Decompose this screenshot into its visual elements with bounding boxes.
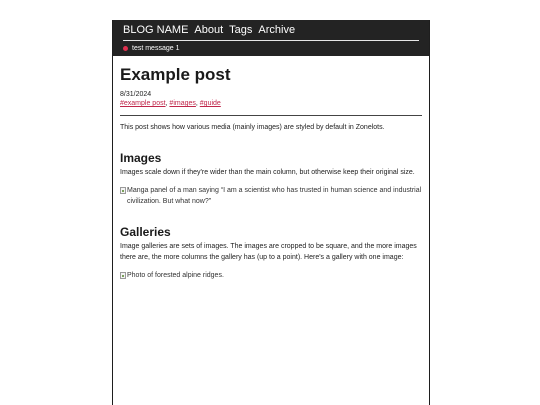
image-alt-text: Manga panel of a man saying “I am a scientist who has trusted in human science and industrial civilization. But what now?” [127, 187, 422, 205]
section-images [120, 151, 422, 207]
section-heading-images: Images [120, 151, 162, 165]
section-body-galleries: Image galleries are sets of images. The images are cropped to be square, and the more images there are, the more columns the gallery has (up to a point). Here's a gallery with one image: [120, 243, 417, 261]
message-bar [123, 41, 419, 56]
intro-paragraph: This post shows how various media (mainly images) are styled by default in Zonelots. [120, 124, 385, 131]
post-date: 8/31/2024 [120, 91, 152, 98]
divider [120, 115, 422, 116]
blog-name-link[interactable]: BLOG NAME [123, 24, 189, 36]
broken-image-alpine-photo [120, 270, 422, 281]
post-title: Example post [120, 65, 231, 84]
section-body-images: Images scale down if they're wider than the main column, but otherwise keep their original size. [120, 169, 415, 176]
broken-image-manga-panel [120, 185, 422, 207]
tag-link-images[interactable]: #images [169, 100, 196, 107]
tag-link-guide[interactable]: #guide [199, 100, 221, 107]
message-text: test message 1 [132, 44, 180, 52]
tag-separator: , [195, 100, 200, 107]
post-content [113, 65, 429, 281]
site-header [113, 20, 429, 56]
tag-link-example-post[interactable]: #example post [120, 100, 166, 107]
tag-separator: , [165, 100, 170, 107]
post-tags [120, 99, 422, 109]
section-heading-galleries: Galleries [120, 225, 171, 239]
nav-link-archive[interactable]: Archive [258, 24, 296, 36]
nav-link-about[interactable]: About [194, 24, 224, 36]
broken-image-icon [120, 272, 126, 279]
nav-link-tags[interactable]: Tags [229, 24, 253, 36]
section-galleries [120, 225, 422, 281]
blog-page [112, 20, 430, 405]
top-nav [123, 23, 419, 41]
red-dot-icon [123, 46, 128, 51]
image-alt-text: Photo of forested alpine ridges. [127, 272, 224, 279]
broken-image-icon [120, 187, 126, 194]
